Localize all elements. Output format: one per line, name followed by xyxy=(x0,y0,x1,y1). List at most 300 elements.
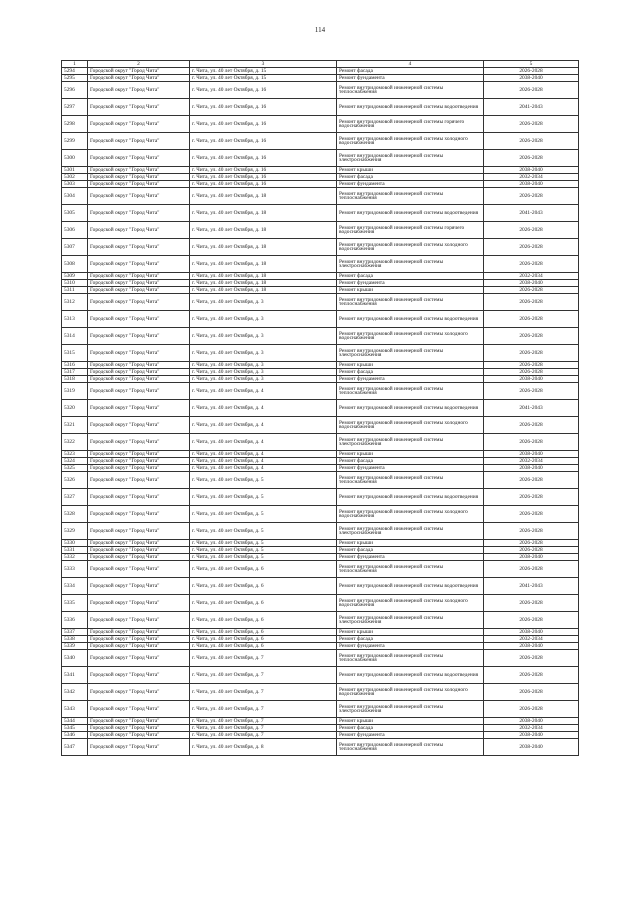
period-cell: 2026-2028 xyxy=(484,68,579,75)
table-row xyxy=(62,294,579,311)
row-number-cell: 5329 xyxy=(62,523,88,540)
address-cell: г. Чита, ул. 40 лет Октября, д. 7 xyxy=(190,701,337,718)
table-row xyxy=(62,82,579,99)
period-cell: 2032-2034 xyxy=(484,273,579,280)
period-cell: 2026-2028 xyxy=(484,595,579,612)
table-row xyxy=(62,540,579,547)
table-row xyxy=(62,345,579,362)
municipality-cell: Городской округ "Город Чита" xyxy=(88,116,190,133)
address-cell: г. Чита, ул. 40 лет Октября, д. 5 xyxy=(190,540,337,547)
municipality-cell: Городской округ "Город Чита" xyxy=(88,280,190,287)
row-number-cell: 5296 xyxy=(62,82,88,99)
municipality-cell: Городской округ "Город Чита" xyxy=(88,82,190,99)
work-type-cell: Ремонт внутридомовой инженерной системы холодного водоснабжения xyxy=(337,328,484,345)
table-row xyxy=(62,643,579,650)
column-header: 3 xyxy=(190,61,337,68)
row-number-cell: 5300 xyxy=(62,150,88,167)
period-cell: 2032-2034 xyxy=(484,636,579,643)
address-cell: г. Чита, ул. 40 лет Октября, д. 16 xyxy=(190,133,337,150)
period-cell: 2026-2028 xyxy=(484,287,579,294)
address-cell: г. Чита, ул. 40 лет Октября, д. 6 xyxy=(190,595,337,612)
period-cell: 2026-2028 xyxy=(484,311,579,328)
municipality-cell: Городской округ "Город Чита" xyxy=(88,458,190,465)
work-type-cell: Ремонт внутридомовой инженерной системы электроснабжения xyxy=(337,612,484,629)
period-cell: 2026-2028 xyxy=(484,383,579,400)
address-cell: г. Чита, ул. 40 лет Октября, д. 16 xyxy=(190,116,337,133)
address-cell: г. Чита, ул. 40 лет Октября, д. 18 xyxy=(190,205,337,222)
row-number-cell: 5339 xyxy=(62,643,88,650)
municipality-cell: Городской округ "Город Чита" xyxy=(88,383,190,400)
municipality-cell: Городской округ "Город Чита" xyxy=(88,739,190,756)
address-cell: г. Чита, ул. 40 лет Октября, д. 6 xyxy=(190,578,337,595)
table-row xyxy=(62,578,579,595)
period-cell: 2026-2028 xyxy=(484,434,579,451)
period-cell: 2026-2028 xyxy=(484,547,579,554)
address-cell: г. Чита, ул. 40 лет Октября, д. 6 xyxy=(190,636,337,643)
table-row xyxy=(62,205,579,222)
municipality-cell: Городской округ "Город Чита" xyxy=(88,376,190,383)
address-cell: г. Чита, ул. 40 лет Октября, д. 18 xyxy=(190,287,337,294)
municipality-cell: Городской округ "Город Чита" xyxy=(88,99,190,116)
work-type-cell: Ремонт фундамента xyxy=(337,280,484,287)
address-cell: г. Чита, ул. 40 лет Октября, д. 4 xyxy=(190,465,337,472)
column-header: 5 xyxy=(484,61,579,68)
municipality-cell: Городской округ "Город Чита" xyxy=(88,133,190,150)
column-header: 2 xyxy=(88,61,190,68)
address-cell: г. Чита, ул. 40 лет Октября, д. 4 xyxy=(190,451,337,458)
table-row xyxy=(62,417,579,434)
row-number-cell: 5305 xyxy=(62,205,88,222)
address-cell: г. Чита, ул. 40 лет Октября, д. 3 xyxy=(190,328,337,345)
work-type-cell: Ремонт крыши xyxy=(337,287,484,294)
period-cell: 2032-2034 xyxy=(484,725,579,732)
period-cell: 2026-2028 xyxy=(484,239,579,256)
period-cell: 2026-2028 xyxy=(484,328,579,345)
row-number-cell: 5316 xyxy=(62,362,88,369)
address-cell: г. Чита, ул. 40 лет Октября, д. 16 xyxy=(190,181,337,188)
period-cell: 2026-2028 xyxy=(484,82,579,99)
address-cell: г. Чита, ул. 40 лет Октября, д. 7 xyxy=(190,718,337,725)
table-row xyxy=(62,523,579,540)
municipality-cell: Городской округ "Город Чита" xyxy=(88,68,190,75)
address-cell: г. Чита, ул. 40 лет Октября, д. 3 xyxy=(190,294,337,311)
work-type-cell: Ремонт крыши xyxy=(337,718,484,725)
municipality-cell: Городской округ "Город Чита" xyxy=(88,561,190,578)
address-cell: г. Чита, ул. 40 лет Октября, д. 3 xyxy=(190,345,337,362)
row-number-cell: 5333 xyxy=(62,561,88,578)
row-number-cell: 5334 xyxy=(62,578,88,595)
address-cell: г. Чита, ул. 40 лет Октября, д. 18 xyxy=(190,188,337,205)
row-number-cell: 5317 xyxy=(62,369,88,376)
table-row xyxy=(62,116,579,133)
municipality-cell: Городской округ "Город Чита" xyxy=(88,629,190,636)
address-cell: г. Чита, ул. 40 лет Октября, д. 5 xyxy=(190,506,337,523)
municipality-cell: Городской округ "Город Чита" xyxy=(88,725,190,732)
municipality-cell: Городской округ "Город Чита" xyxy=(88,650,190,667)
table-row xyxy=(62,636,579,643)
address-cell: г. Чита, ул. 40 лет Октября, д. 18 xyxy=(190,256,337,273)
table-row xyxy=(62,554,579,561)
municipality-cell: Городской округ "Город Чита" xyxy=(88,718,190,725)
table-row xyxy=(62,287,579,294)
work-type-cell: Ремонт внутридомовой инженерной системы холодного водоснабжения xyxy=(337,133,484,150)
municipality-cell: Городской округ "Город Чита" xyxy=(88,417,190,434)
period-cell: 2026-2028 xyxy=(484,133,579,150)
row-number-cell: 5304 xyxy=(62,188,88,205)
work-type-cell: Ремонт крыши xyxy=(337,451,484,458)
municipality-cell: Городской округ "Город Чита" xyxy=(88,174,190,181)
address-cell: г. Чита, ул. 40 лет Октября, д. 16 xyxy=(190,167,337,174)
municipality-cell: Городской округ "Город Чита" xyxy=(88,465,190,472)
address-cell: г. Чита, ул. 40 лет Октября, д. 5 xyxy=(190,489,337,506)
work-type-cell: Ремонт внутридомовой инженерной системы теплоснабжения xyxy=(337,82,484,99)
work-type-cell: Ремонт внутридомовой инженерной системы электроснабжения xyxy=(337,701,484,718)
row-number-cell: 5299 xyxy=(62,133,88,150)
work-type-cell: Ремонт внутридомовой инженерной системы холодного водоснабжения xyxy=(337,595,484,612)
table-row xyxy=(62,150,579,167)
work-type-cell: Ремонт фасада xyxy=(337,369,484,376)
table-row xyxy=(62,718,579,725)
municipality-cell: Городской округ "Город Чита" xyxy=(88,547,190,554)
page-number: 114 xyxy=(314,26,326,34)
row-number-cell: 5318 xyxy=(62,376,88,383)
row-number-cell: 5340 xyxy=(62,650,88,667)
period-cell: 2038-2040 xyxy=(484,643,579,650)
work-type-cell: Ремонт внутридомовой инженерной системы теплоснабжения xyxy=(337,383,484,400)
address-cell: г. Чита, ул. 40 лет Октября, д. 5 xyxy=(190,523,337,540)
work-type-cell: Ремонт фасада xyxy=(337,725,484,732)
table-row xyxy=(62,273,579,280)
municipality-cell: Городской округ "Город Чита" xyxy=(88,362,190,369)
work-type-cell: Ремонт фасада xyxy=(337,458,484,465)
work-type-cell: Ремонт внутридомовой инженерной системы теплоснабжения xyxy=(337,294,484,311)
work-type-cell: Ремонт фасада xyxy=(337,68,484,75)
municipality-cell: Городской округ "Город Чита" xyxy=(88,400,190,417)
address-cell: г. Чита, ул. 40 лет Октября, д. 4 xyxy=(190,400,337,417)
table-row xyxy=(62,383,579,400)
period-cell: 2038-2040 xyxy=(484,167,579,174)
municipality-cell: Городской округ "Город Чита" xyxy=(88,540,190,547)
address-cell: г. Чита, ул. 40 лет Октября, д. 3 xyxy=(190,362,337,369)
row-number-cell: 5324 xyxy=(62,458,88,465)
row-number-cell: 5344 xyxy=(62,718,88,725)
table-row xyxy=(62,650,579,667)
work-type-cell: Ремонт внутридомовой инженерной системы холодного водоснабжения xyxy=(337,239,484,256)
period-cell: 2026-2028 xyxy=(484,540,579,547)
work-type-cell: Ремонт фундамента xyxy=(337,376,484,383)
period-cell: 2026-2028 xyxy=(484,222,579,239)
municipality-cell: Городской округ "Город Чита" xyxy=(88,578,190,595)
address-cell: г. Чита, ул. 40 лет Октября, д. 3 xyxy=(190,369,337,376)
municipality-cell: Городской округ "Город Чита" xyxy=(88,287,190,294)
row-number-cell: 5347 xyxy=(62,739,88,756)
row-number-cell: 5308 xyxy=(62,256,88,273)
table-row xyxy=(62,684,579,701)
column-header: 4 xyxy=(337,61,484,68)
municipality-cell: Городской округ "Город Чита" xyxy=(88,595,190,612)
table-row xyxy=(62,667,579,684)
row-number-cell: 5332 xyxy=(62,554,88,561)
table-row xyxy=(62,561,579,578)
address-cell: г. Чита, ул. 40 лет Октября, д. 4 xyxy=(190,417,337,434)
municipality-cell: Городской округ "Город Чита" xyxy=(88,167,190,174)
table-row xyxy=(62,239,579,256)
period-cell: 2026-2028 xyxy=(484,684,579,701)
period-cell: 2026-2028 xyxy=(484,150,579,167)
municipality-cell: Городской округ "Город Чита" xyxy=(88,311,190,328)
table-header-row xyxy=(62,61,579,68)
work-type-cell: Ремонт внутридомовой инженерной системы теплоснабжения xyxy=(337,650,484,667)
period-cell: 2041-2043 xyxy=(484,205,579,222)
municipality-cell: Городской округ "Город Чита" xyxy=(88,205,190,222)
row-number-cell: 5336 xyxy=(62,612,88,629)
table-row xyxy=(62,725,579,732)
address-cell: г. Чита, ул. 40 лет Октября, д. 6 xyxy=(190,629,337,636)
row-number-cell: 5297 xyxy=(62,99,88,116)
table-row xyxy=(62,280,579,287)
row-number-cell: 5343 xyxy=(62,701,88,718)
row-number-cell: 5301 xyxy=(62,167,88,174)
municipality-cell: Городской округ "Город Чита" xyxy=(88,636,190,643)
address-cell: г. Чита, ул. 40 лет Октября, д. 7 xyxy=(190,667,337,684)
row-number-cell: 5321 xyxy=(62,417,88,434)
municipality-cell: Городской округ "Город Чита" xyxy=(88,612,190,629)
work-type-cell: Ремонт фундамента xyxy=(337,554,484,561)
municipality-cell: Городской округ "Город Чита" xyxy=(88,188,190,205)
municipality-cell: Городской округ "Город Чита" xyxy=(88,273,190,280)
address-cell: г. Чита, ул. 40 лет Октября, д. 16 xyxy=(190,99,337,116)
municipality-cell: Городской округ "Город Чита" xyxy=(88,489,190,506)
address-cell: г. Чита, ул. 40 лет Октября, д. 16 xyxy=(190,82,337,99)
address-cell: г. Чита, ул. 40 лет Октября, д. 15 xyxy=(190,68,337,75)
period-cell: 2041-2043 xyxy=(484,400,579,417)
work-type-cell: Ремонт внутридомовой инженерной системы холодного водоснабжения xyxy=(337,417,484,434)
table-row xyxy=(62,739,579,756)
row-number-cell: 5341 xyxy=(62,667,88,684)
work-type-cell: Ремонт внутридомовой инженерной системы теплоснабжения xyxy=(337,188,484,205)
period-cell: 2026-2028 xyxy=(484,650,579,667)
period-cell: 2026-2028 xyxy=(484,667,579,684)
table-row xyxy=(62,612,579,629)
municipality-cell: Городской округ "Город Чита" xyxy=(88,369,190,376)
address-cell: г. Чита, ул. 40 лет Октября, д. 18 xyxy=(190,239,337,256)
address-cell: г. Чита, ул. 40 лет Октября, д. 6 xyxy=(190,561,337,578)
table-row xyxy=(62,472,579,489)
row-number-cell: 5314 xyxy=(62,328,88,345)
repair-schedule-table-wrapper xyxy=(61,60,579,756)
work-type-cell: Ремонт крыши xyxy=(337,362,484,369)
table-row xyxy=(62,174,579,181)
table-row xyxy=(62,75,579,82)
table-row xyxy=(62,369,579,376)
row-number-cell: 5309 xyxy=(62,273,88,280)
work-type-cell: Ремонт внутридомовой инженерной системы водоотведения xyxy=(337,311,484,328)
period-cell: 2026-2028 xyxy=(484,362,579,369)
work-type-cell: Ремонт внутридомовой инженерной системы водоотведения xyxy=(337,578,484,595)
address-cell: г. Чита, ул. 40 лет Октября, д. 5 xyxy=(190,547,337,554)
table-row xyxy=(62,400,579,417)
row-number-cell: 5338 xyxy=(62,636,88,643)
table-row xyxy=(62,732,579,739)
work-type-cell: Ремонт внутридомовой инженерной системы теплоснабжения xyxy=(337,739,484,756)
period-cell: 2038-2040 xyxy=(484,739,579,756)
row-number-cell: 5313 xyxy=(62,311,88,328)
row-number-cell: 5335 xyxy=(62,595,88,612)
row-number-cell: 5330 xyxy=(62,540,88,547)
table-row xyxy=(62,181,579,188)
work-type-cell: Ремонт внутридомовой инженерной системы водоотведения xyxy=(337,667,484,684)
table-row xyxy=(62,489,579,506)
table-row xyxy=(62,434,579,451)
municipality-cell: Городской округ "Город Чита" xyxy=(88,75,190,82)
period-cell: 2026-2028 xyxy=(484,188,579,205)
work-type-cell: Ремонт внутридомовой инженерной системы горячего водоснабжения xyxy=(337,116,484,133)
address-cell: г. Чита, ул. 40 лет Октября, д. 18 xyxy=(190,273,337,280)
address-cell: г. Чита, ул. 40 лет Октября, д. 16 xyxy=(190,150,337,167)
row-number-cell: 5328 xyxy=(62,506,88,523)
row-number-cell: 5346 xyxy=(62,732,88,739)
table-row xyxy=(62,629,579,636)
municipality-cell: Городской округ "Город Чита" xyxy=(88,222,190,239)
table-row xyxy=(62,362,579,369)
address-cell: г. Чита, ул. 40 лет Октября, д. 7 xyxy=(190,725,337,732)
row-number-cell: 5342 xyxy=(62,684,88,701)
table-row xyxy=(62,99,579,116)
address-cell: г. Чита, ул. 40 лет Октября, д. 15 xyxy=(190,75,337,82)
period-cell: 2026-2028 xyxy=(484,417,579,434)
row-number-cell: 5307 xyxy=(62,239,88,256)
work-type-cell: Ремонт внутридомовой инженерной системы холодного водоснабжения xyxy=(337,506,484,523)
municipality-cell: Городской округ "Город Чита" xyxy=(88,150,190,167)
municipality-cell: Городской округ "Город Чита" xyxy=(88,684,190,701)
row-number-cell: 5310 xyxy=(62,280,88,287)
work-type-cell: Ремонт внутридомовой инженерной системы электроснабжения xyxy=(337,256,484,273)
period-cell: 2026-2028 xyxy=(484,294,579,311)
address-cell: г. Чита, ул. 40 лет Октября, д. 6 xyxy=(190,612,337,629)
municipality-cell: Городской округ "Город Чита" xyxy=(88,732,190,739)
table-row xyxy=(62,458,579,465)
row-number-cell: 5327 xyxy=(62,489,88,506)
table-row xyxy=(62,451,579,458)
period-cell: 2026-2028 xyxy=(484,489,579,506)
table-row xyxy=(62,701,579,718)
row-number-cell: 5326 xyxy=(62,472,88,489)
work-type-cell: Ремонт фасада xyxy=(337,547,484,554)
address-cell: г. Чита, ул. 40 лет Октября, д. 7 xyxy=(190,650,337,667)
row-number-cell: 5319 xyxy=(62,383,88,400)
work-type-cell: Ремонт внутридомовой инженерной системы электроснабжения xyxy=(337,150,484,167)
period-cell: 2026-2028 xyxy=(484,116,579,133)
row-number-cell: 5306 xyxy=(62,222,88,239)
table-row xyxy=(62,167,579,174)
work-type-cell: Ремонт внутридомовой инженерной системы холодного водоснабжения xyxy=(337,684,484,701)
municipality-cell: Городской округ "Город Чита" xyxy=(88,523,190,540)
row-number-cell: 5323 xyxy=(62,451,88,458)
work-type-cell: Ремонт крыши xyxy=(337,167,484,174)
work-type-cell: Ремонт фундамента xyxy=(337,732,484,739)
work-type-cell: Ремонт фундамента xyxy=(337,181,484,188)
municipality-cell: Городской округ "Город Чита" xyxy=(88,506,190,523)
period-cell: 2026-2028 xyxy=(484,256,579,273)
address-cell: г. Чита, ул. 40 лет Октября, д. 7 xyxy=(190,684,337,701)
work-type-cell: Ремонт фундамента xyxy=(337,75,484,82)
municipality-cell: Городской округ "Город Чита" xyxy=(88,667,190,684)
municipality-cell: Городской округ "Город Чита" xyxy=(88,294,190,311)
municipality-cell: Городской округ "Город Чита" xyxy=(88,434,190,451)
table-row xyxy=(62,222,579,239)
work-type-cell: Ремонт фундамента xyxy=(337,643,484,650)
address-cell: г. Чита, ул. 40 лет Октября, д. 4 xyxy=(190,458,337,465)
work-type-cell: Ремонт фасада xyxy=(337,636,484,643)
period-cell: 2026-2028 xyxy=(484,612,579,629)
row-number-cell: 5295 xyxy=(62,75,88,82)
row-number-cell: 5294 xyxy=(62,68,88,75)
table-row xyxy=(62,376,579,383)
period-cell: 2038-2040 xyxy=(484,465,579,472)
table-row xyxy=(62,68,579,75)
address-cell: г. Чита, ул. 40 лет Октября, д. 7 xyxy=(190,732,337,739)
row-number-cell: 5345 xyxy=(62,725,88,732)
work-type-cell: Ремонт внутридомовой инженерной системы электроснабжения xyxy=(337,345,484,362)
period-cell: 2032-2034 xyxy=(484,458,579,465)
table-row xyxy=(62,595,579,612)
work-type-cell: Ремонт крыши xyxy=(337,540,484,547)
work-type-cell: Ремонт внутридомовой инженерной системы электроснабжения xyxy=(337,523,484,540)
row-number-cell: 5303 xyxy=(62,181,88,188)
work-type-cell: Ремонт внутридомовой инженерной системы водоотведения xyxy=(337,99,484,116)
row-number-cell: 5320 xyxy=(62,400,88,417)
period-cell: 2032-2034 xyxy=(484,174,579,181)
period-cell: 2026-2028 xyxy=(484,523,579,540)
period-cell: 2038-2040 xyxy=(484,451,579,458)
table-row xyxy=(62,506,579,523)
row-number-cell: 5322 xyxy=(62,434,88,451)
municipality-cell: Городской округ "Город Чита" xyxy=(88,554,190,561)
table-row xyxy=(62,547,579,554)
table-row xyxy=(62,465,579,472)
row-number-cell: 5311 xyxy=(62,287,88,294)
period-cell: 2026-2028 xyxy=(484,701,579,718)
period-cell: 2038-2040 xyxy=(484,554,579,561)
address-cell: г. Чита, ул. 40 лет Октября, д. 16 xyxy=(190,174,337,181)
municipality-cell: Городской округ "Город Чита" xyxy=(88,701,190,718)
municipality-cell: Городской округ "Город Чита" xyxy=(88,451,190,458)
address-cell: г. Чита, ул. 40 лет Октября, д. 4 xyxy=(190,383,337,400)
repair-schedule-table xyxy=(61,60,579,756)
work-type-cell: Ремонт внутридомовой инженерной системы водоотведения xyxy=(337,400,484,417)
period-cell: 2026-2028 xyxy=(484,369,579,376)
address-cell: г. Чита, ул. 40 лет Октября, д. 8 xyxy=(190,739,337,756)
work-type-cell: Ремонт внутридомовой инженерной системы теплоснабжения xyxy=(337,472,484,489)
municipality-cell: Городской округ "Город Чита" xyxy=(88,472,190,489)
period-cell: 2041-2043 xyxy=(484,99,579,116)
period-cell: 2026-2028 xyxy=(484,561,579,578)
address-cell: г. Чита, ул. 40 лет Октября, д. 3 xyxy=(190,376,337,383)
row-number-cell: 5315 xyxy=(62,345,88,362)
municipality-cell: Городской округ "Город Чита" xyxy=(88,345,190,362)
work-type-cell: Ремонт внутридомовой инженерной системы электроснабжения xyxy=(337,434,484,451)
table-row xyxy=(62,133,579,150)
row-number-cell: 5325 xyxy=(62,465,88,472)
municipality-cell: Городской округ "Город Чита" xyxy=(88,643,190,650)
work-type-cell: Ремонт внутридомовой инженерной системы теплоснабжения xyxy=(337,561,484,578)
municipality-cell: Городской округ "Город Чита" xyxy=(88,328,190,345)
municipality-cell: Городской округ "Город Чита" xyxy=(88,239,190,256)
period-cell: 2041-2043 xyxy=(484,578,579,595)
municipality-cell: Городской округ "Город Чита" xyxy=(88,181,190,188)
period-cell: 2038-2040 xyxy=(484,376,579,383)
period-cell: 2038-2040 xyxy=(484,181,579,188)
